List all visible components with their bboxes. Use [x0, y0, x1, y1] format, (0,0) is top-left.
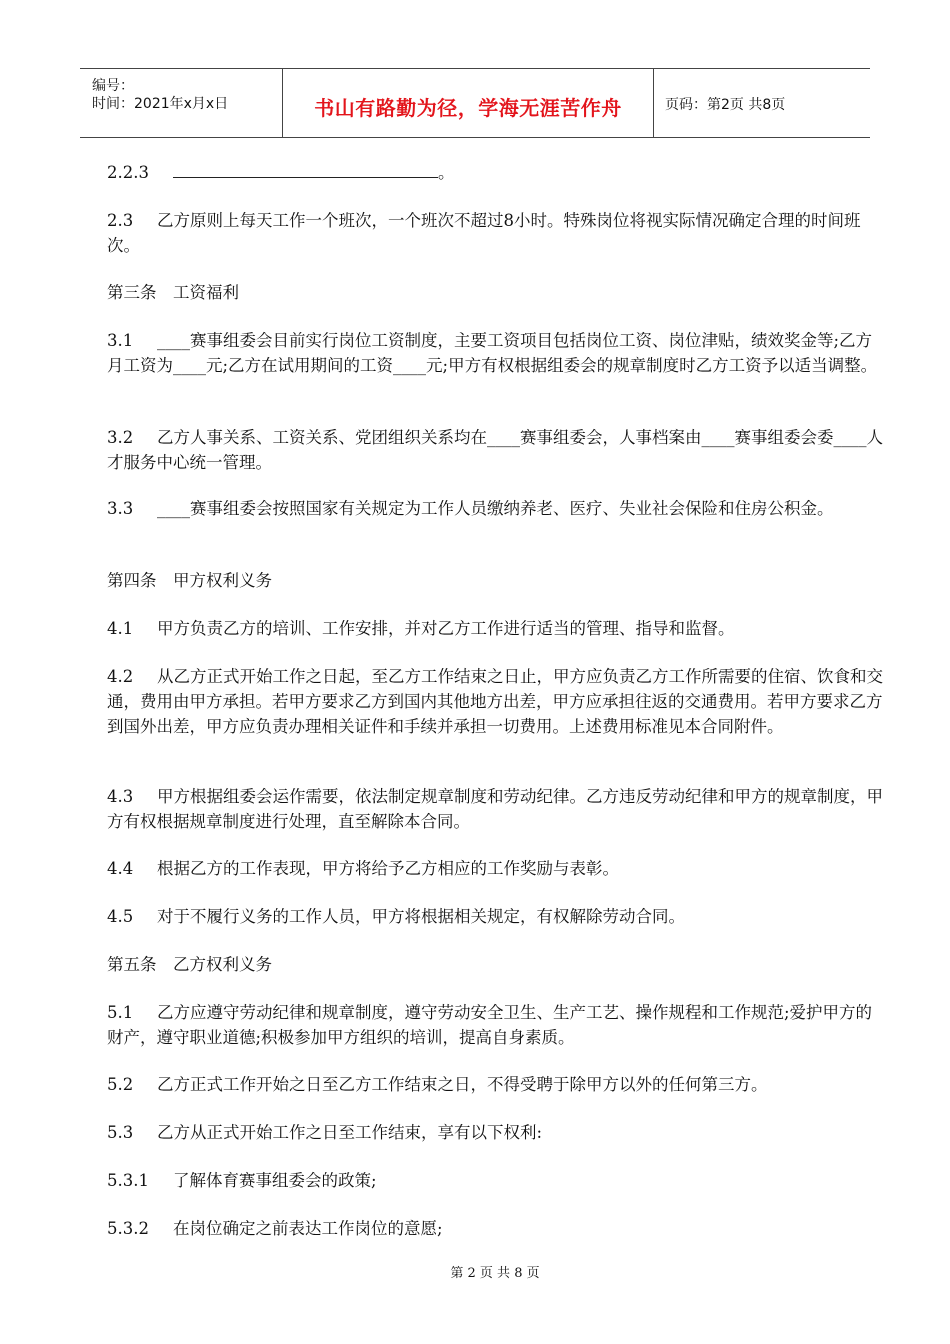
clause-text: 甲方负责乙方的培训、工作安排，并对乙方工作进行适当的管理、指导和监督。: [157, 619, 735, 638]
clause-number: 4.4: [107, 859, 134, 878]
clause-text: ____赛事组委会按照国家有关规定为工作人员缴纳养老、医疗、失业社会保险和住房公积金。: [157, 499, 834, 518]
clause-4-3: [107, 784, 887, 834]
clause-5-3: [107, 1120, 887, 1145]
header-motto-cell: [283, 69, 654, 137]
clause-number: 3.3: [107, 499, 134, 518]
page-info: 页码：第2页 共8页: [665, 97, 786, 113]
clause-number: 5.3: [107, 1123, 134, 1142]
clause-number: 4.5: [107, 907, 134, 926]
clause-number: 5.3.2: [107, 1219, 149, 1238]
clause-text: ____赛事组委会目前实行岗位工资制度，主要工资项目包括岗位工资、岗位津贴，绩效奖金等;乙方月工资为____元;乙方在试用期间的工资____元;甲方有权根据组委会的规章制度时乙方工资予以适当调整。: [107, 331, 878, 375]
clause-4-1: [107, 616, 887, 641]
clause-number: 4.2: [107, 667, 134, 686]
clause-5-3-2: [107, 1216, 887, 1241]
clause-number: 5.3.1: [107, 1171, 149, 1190]
clause-text: 了解体育赛事组委会的政策;: [173, 1171, 377, 1190]
clause-5-1: [107, 1000, 887, 1050]
clause-3-1: [107, 328, 887, 378]
header-info-cell: [80, 69, 283, 137]
clause-5-2: [107, 1072, 887, 1097]
clause-4-2: [107, 664, 887, 739]
article-4-heading: [107, 568, 272, 593]
clause-5-3-1: [107, 1168, 887, 1193]
clause-text: 根据乙方的工作表现，甲方将给予乙方相应的工作奖励与表彰。: [157, 859, 619, 878]
clause-number: 3.1: [107, 331, 134, 350]
clause-text: 。: [438, 163, 455, 182]
clause-number: 4.1: [107, 619, 134, 638]
clause-number: 4.3: [107, 787, 134, 806]
article-heading: 第五条 乙方权利义务: [107, 955, 272, 974]
clause-2-3: [107, 208, 887, 258]
article-3-heading: [107, 280, 239, 305]
clause-number: 2.2.3: [107, 163, 149, 182]
clause-text: 乙方人事关系、工资关系、党团组织关系均在____赛事组委会，人事档案由____赛事组委会委____人才服务中心统一管理。: [107, 428, 883, 472]
clause-4-5: [107, 904, 887, 929]
clause-text: 对于不履行义务的工作人员，甲方将根据相关规定，有权解除劳动合同。: [157, 907, 685, 926]
article-heading: 第四条 甲方权利义务: [107, 571, 272, 590]
blank-line: [173, 163, 438, 178]
clause-3-2: [107, 425, 887, 475]
article-5-heading: [107, 952, 272, 977]
clause-4-4: [107, 856, 887, 881]
clause-2-2-3: [107, 160, 455, 185]
serial-label: 编号：: [92, 78, 134, 94]
clause-number: 2.3: [107, 211, 134, 230]
clause-text: 乙方原则上每天工作一个班次，一个班次不超过8小时。特殊岗位将视实际情况确定合理的时间班次。: [107, 211, 861, 255]
clause-text: 乙方应遵守劳动纪律和规章制度，遵守劳动安全卫生、生产工艺、操作规程和工作规范;爱护甲方的财产，遵守职业道德;积极参加甲方组织的培训，提高自身素质。: [107, 1003, 873, 1047]
clause-number: 5.2: [107, 1075, 134, 1094]
motto-text: 书山有路勤为径，学海无涯苦作舟: [314, 96, 622, 120]
clause-text: 乙方正式工作开始之日至乙方工作结束之日，不得受聘于除甲方以外的任何第三方。: [157, 1075, 768, 1094]
header-page-cell: [654, 69, 870, 137]
page-footer: 第 2 页 共 8 页: [450, 1266, 540, 1281]
clause-text: 在岗位确定之前表达工作岗位的意愿;: [173, 1219, 443, 1238]
time-label: 时间：2021年x月x日: [92, 96, 229, 112]
clause-text: 从乙方正式开始工作之日起，至乙方工作结束之日止，甲方应负责乙方工作所需要的住宿、饮食和交通，费用由甲方承担。若甲方要求乙方到国内其他地方出差，甲方应承担往返的交通费用。若甲方要求乙方到国外出差，甲方应负责办理相关证件和手续并承担一切费用。上述费用标准见本合同附件。: [107, 667, 883, 736]
clause-number: 3.2: [107, 428, 134, 447]
article-heading: 第三条 工资福利: [107, 283, 239, 302]
clause-text: 甲方根据组委会运作需要，依法制定规章制度和劳动纪律。乙方违反劳动纪律和甲方的规章制度，甲方有权根据规章制度进行处理，直至解除本合同。: [107, 787, 883, 831]
clause-text: 乙方从正式开始工作之日至工作结束，享有以下权利:: [157, 1123, 543, 1142]
clause-number: 5.1: [107, 1003, 134, 1022]
page-header: [80, 68, 870, 138]
clause-3-3: [107, 496, 887, 521]
